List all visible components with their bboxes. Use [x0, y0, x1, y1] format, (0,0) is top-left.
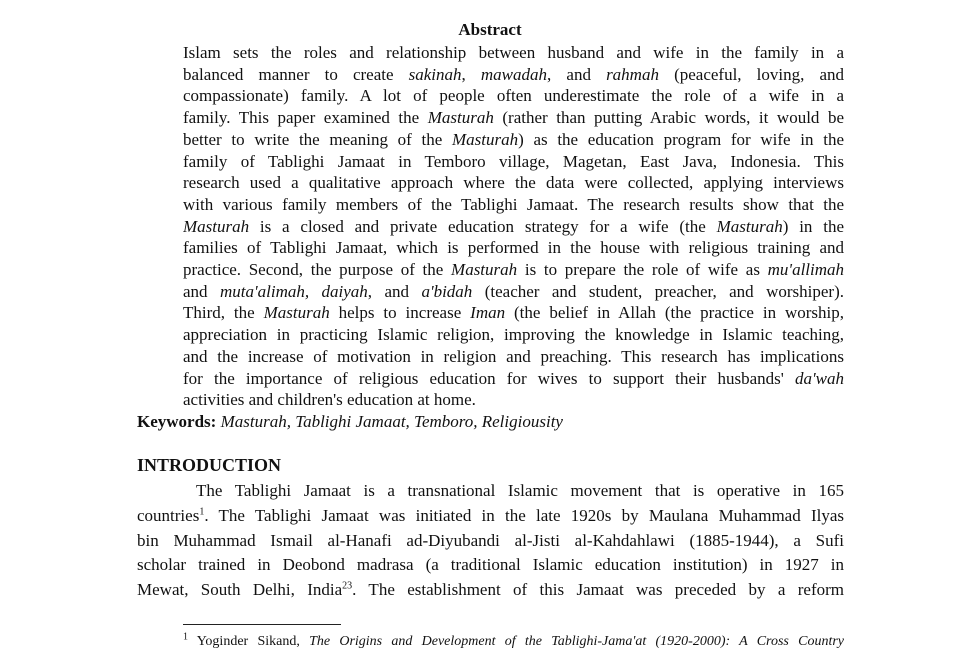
text-run: families of Tablighi Jamaat, which is performed in the house with religious training and	[183, 238, 844, 258]
text-run: (rather than putting Arabic words, it would be	[493, 108, 844, 128]
text-run: balanced manner to create	[183, 64, 409, 84]
text-run: a'bidah	[421, 281, 473, 301]
text-run: (peaceful, loving, and	[658, 64, 844, 84]
text-run: family of Tablighi Jamaat in Temboro village, Magetan, East Java, Indonesia. This	[183, 151, 844, 171]
text-line	[183, 216, 844, 238]
keywords-label: Keywords:	[137, 412, 217, 431]
text-run: countries	[137, 505, 200, 525]
text-line	[183, 389, 844, 411]
keywords	[137, 411, 563, 433]
text-run: mu'allimah	[767, 260, 844, 279]
text-run: Iman	[470, 303, 506, 323]
text-line	[183, 151, 844, 173]
text-run: ,	[461, 64, 481, 84]
text-run: is to prepare the role of wife as	[517, 260, 768, 279]
text-line	[183, 85, 844, 107]
text-line	[183, 64, 844, 86]
text-run: The Tablighi Jamaat is a transnational Islamic movement that is operative in 165	[196, 481, 844, 500]
text-run: rahmah	[606, 64, 659, 84]
text-run: (the belief in Allah (the practice in worship,	[505, 303, 844, 323]
text-run: . The Tablighi Jamaat was initiated in the late 1920s by Maulana Muhammad Ilyas	[204, 505, 844, 525]
text-run: bin Muhammad Ismail al-Hanafi ad-Diyubandi al-Jisti al-Kahdahlawi (1885-1944), a Sufi	[137, 530, 844, 550]
text-run: with various family members of the Tablighi Jamaat. The research results show that the	[183, 194, 844, 214]
text-run: is a closed and private education strategy for a wife (the	[249, 216, 717, 236]
text-line	[183, 237, 844, 259]
text-run: Masturah	[427, 108, 494, 128]
text-line	[137, 579, 844, 601]
text-line	[183, 172, 844, 194]
text-line	[137, 554, 844, 576]
text-run: activities and children's education at home.	[183, 390, 476, 410]
text-run: helps to increase	[329, 303, 471, 323]
text-run: , and	[547, 64, 607, 84]
footnote-ref[interactable]: 1	[199, 506, 205, 518]
text-line	[183, 129, 844, 151]
text-line	[183, 194, 844, 216]
text-line	[196, 480, 844, 502]
text-line	[183, 281, 844, 303]
text-run: for the importance of religious education for wives to support their husbands'	[183, 368, 796, 388]
text-run: scholar trained in Deobond madrasa (a traditional Islamic education institution) in 1927 in	[137, 555, 844, 575]
text-line	[183, 346, 844, 368]
text-run: and	[183, 281, 220, 301]
text-run: Masturah	[263, 303, 330, 323]
text-line	[183, 324, 844, 346]
text-run: mawadah	[480, 64, 548, 84]
abstract-title: Abstract	[458, 20, 522, 39]
text-line	[183, 259, 844, 281]
text-run: Masturah	[451, 129, 519, 149]
text-line	[137, 505, 844, 527]
text-line	[183, 42, 844, 64]
text-line	[183, 302, 844, 324]
text-run: research used a qualitative approach where the data were collected, applying interviews	[183, 173, 844, 193]
text-run: practice. Second, the purpose of the	[183, 260, 452, 279]
text-run: and the increase of motivation in religion and preaching. This research has implications	[183, 346, 844, 366]
text-run: better to write the meaning of the	[183, 129, 452, 149]
footnote-ref[interactable]: 1	[183, 632, 188, 643]
text-run: Yoginder Sikand,	[188, 634, 310, 649]
text-run: ) in the	[782, 216, 844, 236]
text-run: Mewat, South Delhi, India	[137, 580, 343, 600]
text-run: family. This paper examined the	[183, 108, 428, 128]
text-run: . The establishment of this Jamaat was preceded by a reform	[352, 580, 844, 600]
text-run: Islam sets the roles and relationship between husband and wife in the family in a	[183, 43, 844, 62]
text-run: Masturah	[451, 260, 518, 279]
text-run: (teacher and student, preacher, and worshiper).	[472, 281, 844, 301]
text-run: ) as the education program for wife in the	[518, 129, 844, 149]
footnote	[183, 632, 844, 652]
text-run: sakinah	[408, 64, 462, 84]
text-line	[137, 530, 844, 552]
text-run: Masturah	[183, 216, 250, 236]
keywords-value: Masturah, Tablighi Jamaat, Temboro, Religiousity	[220, 412, 563, 431]
section-heading-introduction: INTRODUCTION	[137, 455, 282, 475]
text-line	[183, 368, 844, 390]
text-run: appreciation in practicing Islamic religion, improving the knowledge in Islamic teaching,	[183, 325, 844, 345]
text-run: , and	[367, 281, 422, 301]
text-run: Masturah	[716, 216, 783, 236]
text-run: Third, the	[183, 303, 264, 323]
footnote-divider	[183, 624, 341, 625]
text-run: compassionate) family. A lot of people often underestimate the role of a wife in a	[183, 86, 844, 106]
footnote-ref[interactable]: 23	[342, 580, 353, 592]
text-run: muta'alimah, daiyah	[219, 281, 368, 301]
text-run: The Origins and Development of the Tablighi-Jama'at (1920-2000): A Cross Country	[309, 634, 844, 649]
text-line	[183, 107, 844, 129]
text-run: da'wah	[795, 368, 844, 388]
